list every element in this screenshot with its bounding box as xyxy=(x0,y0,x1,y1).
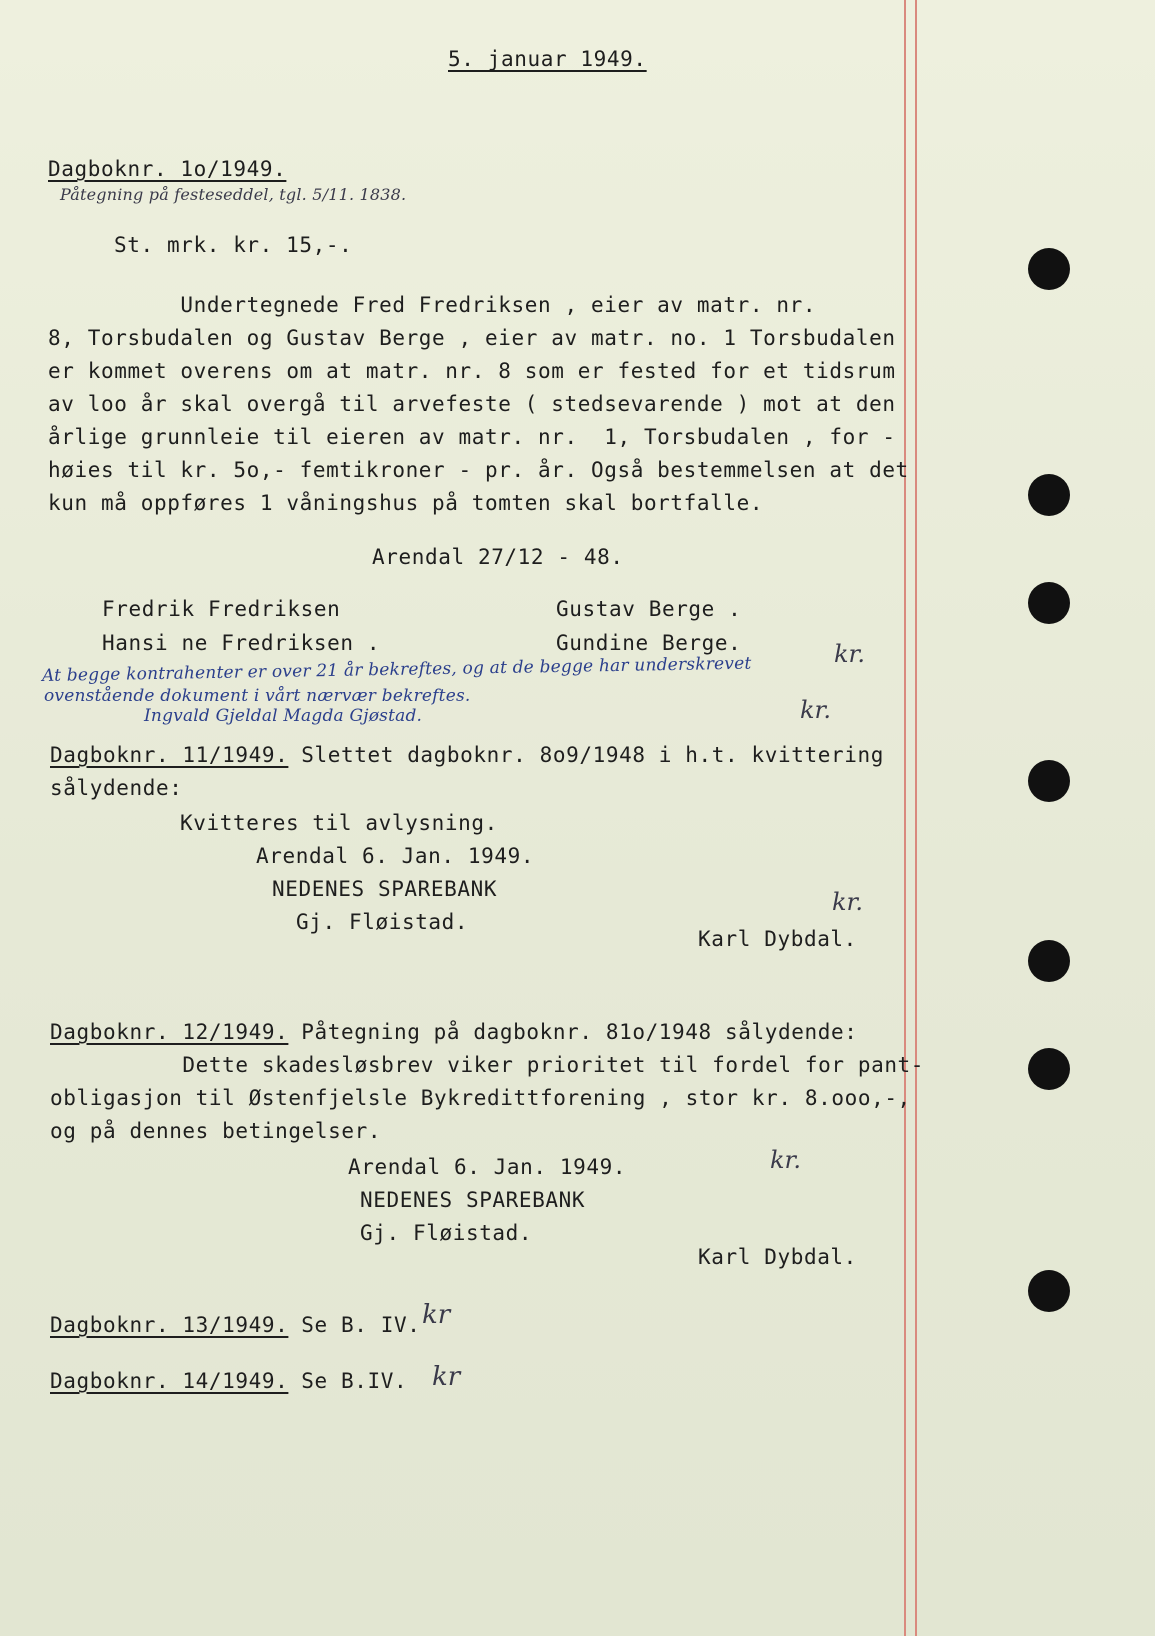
entry-10-stamp-duty: St. mrk. kr. 15,-. xyxy=(114,233,353,257)
entry-10-signature-left: Fredrik Fredriksen xyxy=(102,597,341,621)
entry-12-line: Gj. Fløistad. xyxy=(360,1221,533,1245)
entry-10-witness-note: ovenstående dokument i vårt nærvær bekreftes. xyxy=(44,686,471,706)
entry-10-witness-names: Ingvald Gjeldal Magda Gjøstad. xyxy=(144,706,423,726)
entry-10-body-line: er kommet overens om at matr. nr. 8 som er fested for et tidsrum xyxy=(48,359,896,383)
punch-hole xyxy=(1028,1270,1070,1312)
entry-10-body-line: kun må oppføres 1 våningshus på tomten skal bortfalle. xyxy=(48,491,764,515)
entry-12-initials: kr. xyxy=(770,1146,802,1174)
entry-13-text: Se B. IV. xyxy=(288,1313,421,1337)
entry-10-initials: kr. xyxy=(834,640,866,668)
entry-10-witness-note: At begge kontrahenter er over 21 år bekreftes, og at de begge har underskrevet xyxy=(41,653,752,686)
entry-10-place-date: Arendal 27/12 - 48. xyxy=(372,545,624,569)
entry-11-line: NEDENES SPAREBANK xyxy=(272,877,498,901)
entry-10-initials: kr. xyxy=(800,696,832,724)
entry-13-initials: kr xyxy=(422,1300,451,1330)
entry-14-initials: kr xyxy=(432,1362,461,1392)
entry-12-line: NEDENES SPAREBANK xyxy=(360,1188,586,1212)
page-date: 5. januar 1949. xyxy=(448,47,647,71)
entry-12-body-line: Dette skadesløsbrev viker prioritet til fordel for pant- xyxy=(50,1053,925,1077)
entry-10-signature-right: Gustav Berge . xyxy=(556,597,742,621)
entry-12-signer: Karl Dybdal. xyxy=(698,1245,857,1269)
entry-10-body-line: høies til kr. 5o,- femtikroner - pr. år. Også bestemmelsen at det xyxy=(48,458,909,482)
punch-hole xyxy=(1028,474,1070,516)
margin-line-right xyxy=(915,0,917,1636)
entry-11-line: Gj. Fløistad. xyxy=(296,910,469,934)
entry-11-line: Arendal 6. Jan. 1949. xyxy=(256,844,535,868)
entry-10-title: Dagboknr. 1o/1949. xyxy=(48,157,287,181)
entry-12-title: Dagboknr. 12/1949. xyxy=(50,1020,289,1044)
entry-11-title: Dagboknr. 11/1949. xyxy=(50,743,289,767)
entry-10-body-line: av loo år skal overgå til arvefeste ( stedsevarende ) mot at den xyxy=(48,392,896,416)
entry-10-body-line: Undertegnede Fred Fredriksen , eier av matr. nr. xyxy=(48,293,817,317)
margin-line-left xyxy=(904,0,906,1636)
entry-12-body-line: obligasjon til Østenfjelsle Bykredittforening , stor kr. 8.ooo,-, xyxy=(50,1086,911,1110)
entry-14-title: Dagboknr. 14/1949. xyxy=(50,1369,289,1393)
punch-hole xyxy=(1028,760,1070,802)
punch-hole xyxy=(1028,248,1070,290)
entry-10-signature-right: Gundine Berge. xyxy=(556,631,742,655)
entry-12-text: Påtegning på dagboknr. 81o/1948 sålydende: xyxy=(288,1020,858,1044)
entry-14-text: Se B.IV. xyxy=(288,1369,408,1393)
entry-12-line: Arendal 6. Jan. 1949. xyxy=(348,1155,627,1179)
entry-13-title: Dagboknr. 13/1949. xyxy=(50,1313,289,1337)
entry-10-body-line: 8, Torsbudalen og Gustav Berge , eier av matr. no. 1 Torsbudalen xyxy=(48,326,896,350)
entry-10-handwritten-note: Påtegning på festeseddel, tgl. 5/11. 1838. xyxy=(60,185,407,204)
entry-11-line: Kvitteres til avlysning. xyxy=(180,811,498,835)
entry-10-body-line: årlige grunnleie til eieren av matr. nr. 1, Torsbudalen , for - xyxy=(48,425,896,449)
punch-hole xyxy=(1028,1048,1070,1090)
entry-11-signer: Karl Dybdal. xyxy=(698,927,857,951)
entry-11-text: Slettet dagboknr. 8o9/1948 i h.t. kvittering xyxy=(288,743,884,767)
entry-10-signature-left: Hansi ne Fredriksen . xyxy=(102,631,381,655)
entry-12-body-line: og på dennes betingelser. xyxy=(50,1119,382,1143)
entry-11-initials: kr. xyxy=(832,888,864,916)
punch-hole xyxy=(1028,582,1070,624)
entry-11-text: sålydende: xyxy=(50,776,183,800)
punch-hole xyxy=(1028,940,1070,982)
